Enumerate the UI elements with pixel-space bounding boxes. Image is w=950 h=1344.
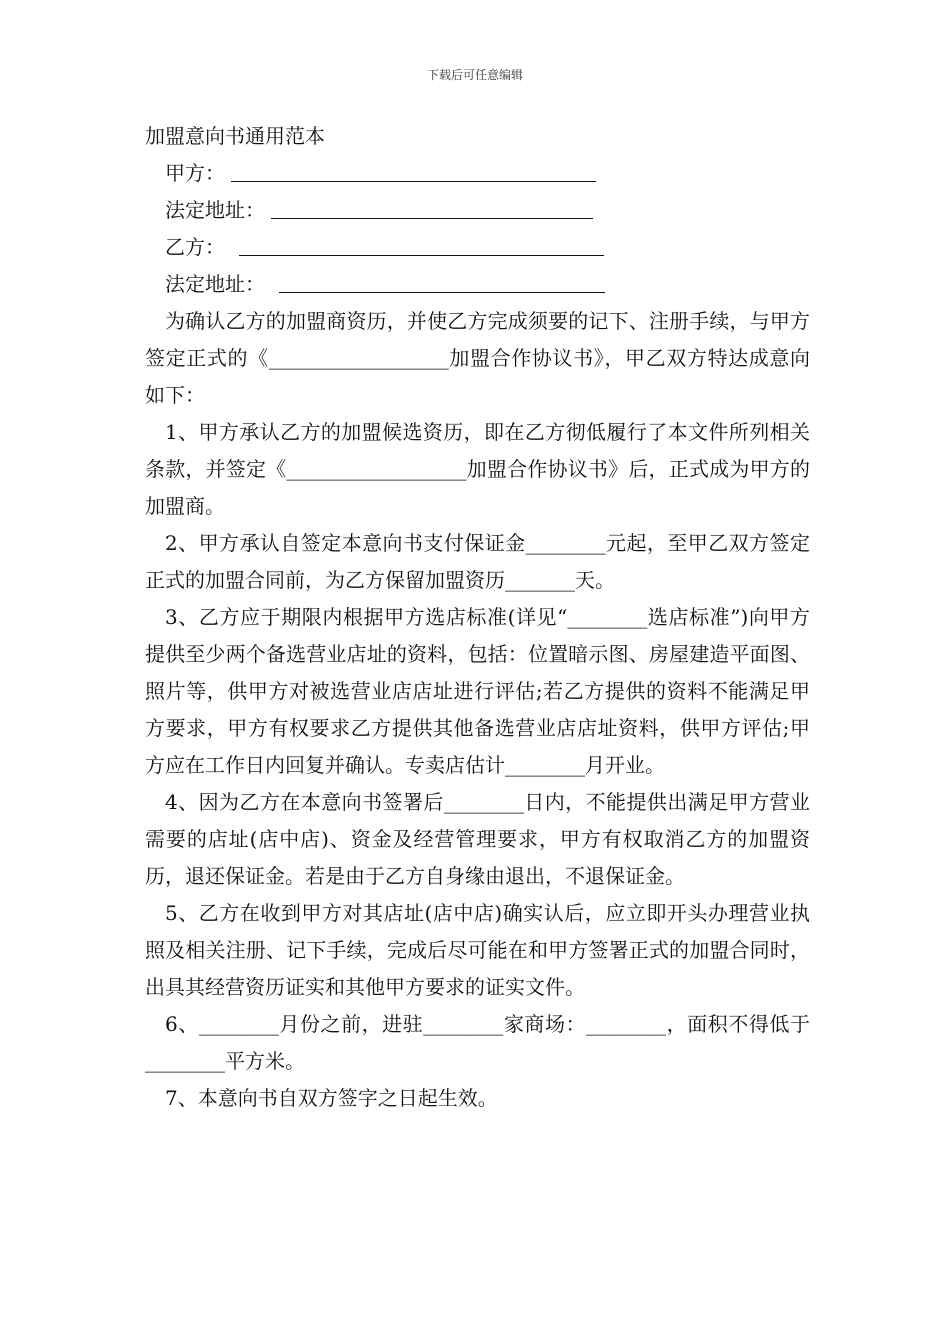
party-b-address-field [145,266,810,303]
party-b-blank[interactable] [239,233,604,256]
clause-1: 1、甲方承认乙方的加盟候选资历，即在乙方彻低履行了本文件所列相关条款，并签定《__________________加盟合作协议书》后，正式成为甲方的加盟商。 [145,420,810,518]
clause-3: 3、乙方应于期限内根据甲方选店标准(详见“________选店标准”)向甲方提供至少两个备选营业店址的资料，包括：位置暗示图、房屋建造平面图、照片等，供甲方对被选营业店店址进行评估;若乙方提供的资料不能满足甲方要求，甲方有权要求乙方提供其他备选营业店店址资料，供甲方评估;甲方应在工作日内回复并确认。专卖店估计________月开业。 [145,605,810,777]
party-a-label: 甲方： [165,161,225,185]
clause-6: 6、________月份之前，进驻________家商场：________，面积不得低于________平方米。 [145,1012,810,1073]
party-a-blank[interactable] [231,159,596,182]
party-a-address-field [145,192,810,229]
document-title: 加盟意向书通用范本 [145,124,325,148]
party-b-field [145,229,810,266]
clause-5: 5、乙方在收到甲方对其店址(店中店)确实认后，应立即开头办理营业执照及相关注册、记下手续，完成后尽可能在和甲方签署正式的加盟合同时，出具其经营资历证实和其他甲方要求的证实文件。 [145,901,810,999]
document-body [145,118,810,1117]
clause-2: 2、甲方承认自签定本意向书支付保证金________元起，至甲乙双方签定正式的加盟合同前，为乙方保留加盟资历_______天。 [145,531,810,592]
intro-paragraph: 为确认乙方的加盟商资历，并使乙方完成须要的记下、注册手续，与甲方签定正式的《__________________加盟合作协议书》，甲乙双方特达成意向如下： [145,309,810,407]
clause-7: 7、本意向书自双方签字之日起生效。 [165,1086,498,1110]
party-b-label: 乙方： [165,235,225,259]
page-header: 下载后可任意编辑 [426,68,523,82]
party-b-address-blank[interactable] [279,270,605,293]
party-a-address-label: 法定地址： [165,198,265,222]
party-a-field [145,155,810,192]
party-b-address-label: 法定地址： [165,272,265,296]
clause-4: 4、因为乙方在本意向书签署后________日内，不能提供出满足甲方营业需要的店址(店中店)、资金及经营管理要求，甲方有权取消乙方的加盟资历，退还保证金。若是由于乙方自身缘由退出，不退保证金。 [145,790,810,888]
party-a-address-blank[interactable] [271,196,593,219]
